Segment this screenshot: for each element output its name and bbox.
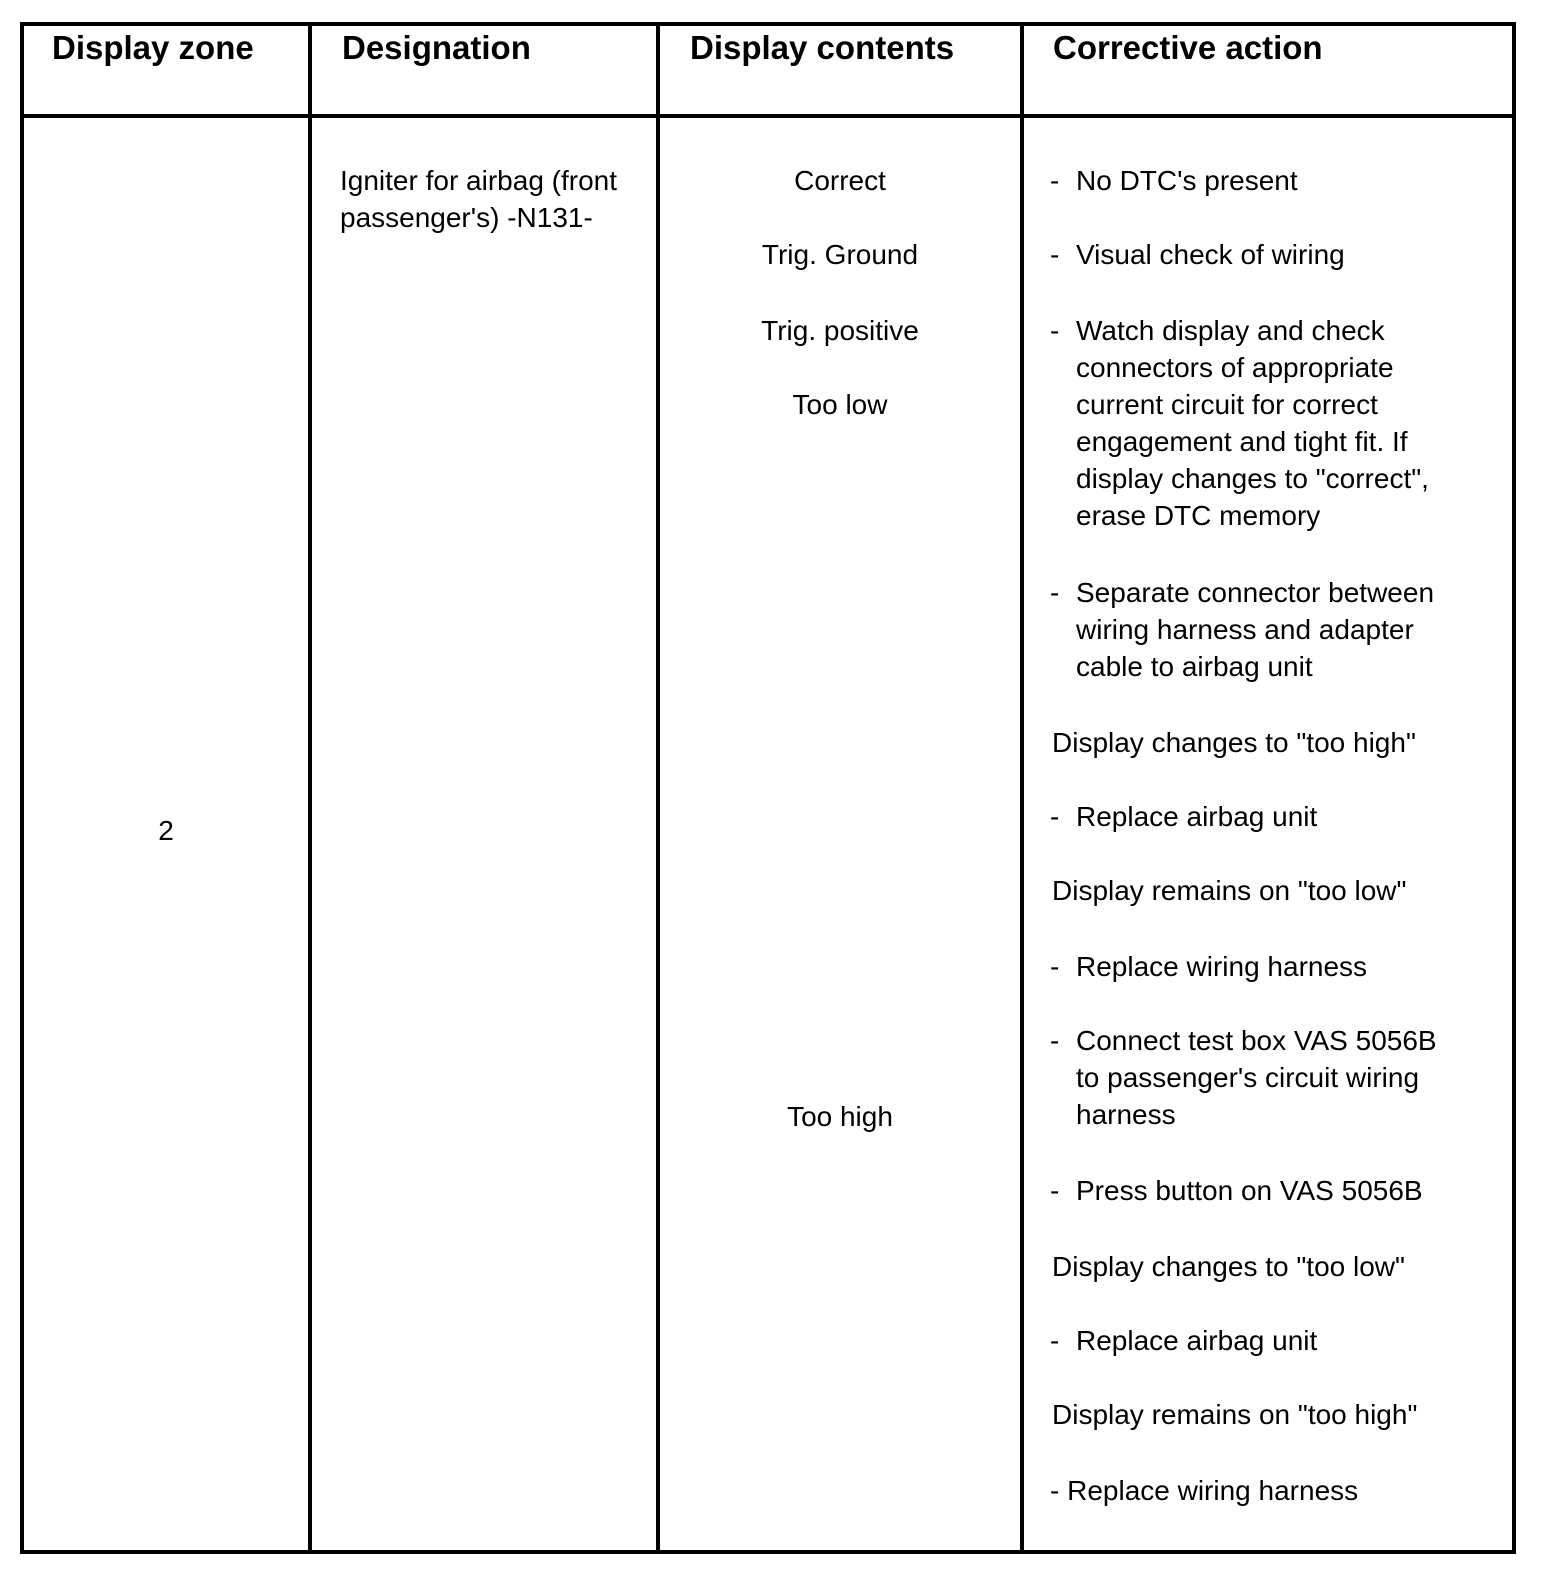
action-text: Connect test box VAS 5056B to passenger's circuit wiring harness (1076, 1025, 1437, 1130)
action-item (1050, 1322, 1317, 1359)
bullet-dash: - (1050, 951, 1060, 982)
action-item (1050, 1172, 1423, 1209)
header-display-zone: Display zone (52, 29, 254, 66)
condition-text: Display changes to "too low" (1052, 1251, 1405, 1282)
condition-text: Display remains on "too high" (1052, 1399, 1418, 1430)
column-divider (1020, 26, 1024, 1550)
bullet-dash: - (1050, 1025, 1060, 1056)
display-contents-item: Correct (794, 165, 886, 196)
bullet-dash: - (1050, 1175, 1060, 1206)
action-text: Replace airbag unit (1076, 801, 1318, 832)
action-text: Press button on VAS 5056B (1076, 1175, 1423, 1206)
bullet-dash: - (1050, 239, 1060, 270)
action-item (1050, 798, 1317, 835)
header-corrective-action: Corrective action (1053, 29, 1323, 66)
designation-text: Igniter for airbag (front passenger's) -N131- (340, 165, 618, 233)
column-divider (308, 26, 312, 1550)
bullet-dash: - (1050, 165, 1060, 196)
action-item (1050, 1022, 1437, 1133)
action-item (1050, 574, 1434, 685)
header-display-contents: Display contents (690, 29, 955, 66)
display-contents-item: Too low (792, 389, 888, 420)
action-text: Replace wiring harness (1076, 951, 1368, 982)
action-text: Separate connector between wiring harness and adapter cable to airbag unit (1076, 577, 1435, 682)
action-text: Replace airbag unit (1076, 1325, 1318, 1356)
bullet-dash: - (1050, 315, 1060, 346)
action-text: No DTC's present (1076, 165, 1298, 196)
action-item (1050, 312, 1429, 534)
action-item (1050, 948, 1367, 985)
action-item (1050, 162, 1298, 199)
display-zone-value: 2 (158, 815, 174, 846)
header-designation: Designation (342, 29, 531, 66)
display-contents-item: Trig. Ground (761, 239, 919, 270)
action-text: Visual check of wiring (1076, 239, 1345, 270)
action-item (1050, 236, 1345, 273)
action-text: Watch display and check connectors of appropriate current circuit for correct engagement and tight fit. If display changes to "correct", erase DTC memory (1076, 315, 1429, 531)
header-divider (24, 114, 1512, 118)
display-contents-item: Too high (787, 1101, 893, 1132)
bullet-dash: - (1050, 801, 1060, 832)
bullet-dash: - (1050, 1325, 1060, 1356)
bullet-dash: - (1050, 577, 1060, 608)
condition-text: Display changes to "too high" (1052, 727, 1416, 758)
action-text: - Replace wiring harness (1050, 1475, 1359, 1506)
condition-text: Display remains on "too low" (1052, 875, 1407, 906)
display-contents-item: Trig. positive (761, 315, 919, 346)
